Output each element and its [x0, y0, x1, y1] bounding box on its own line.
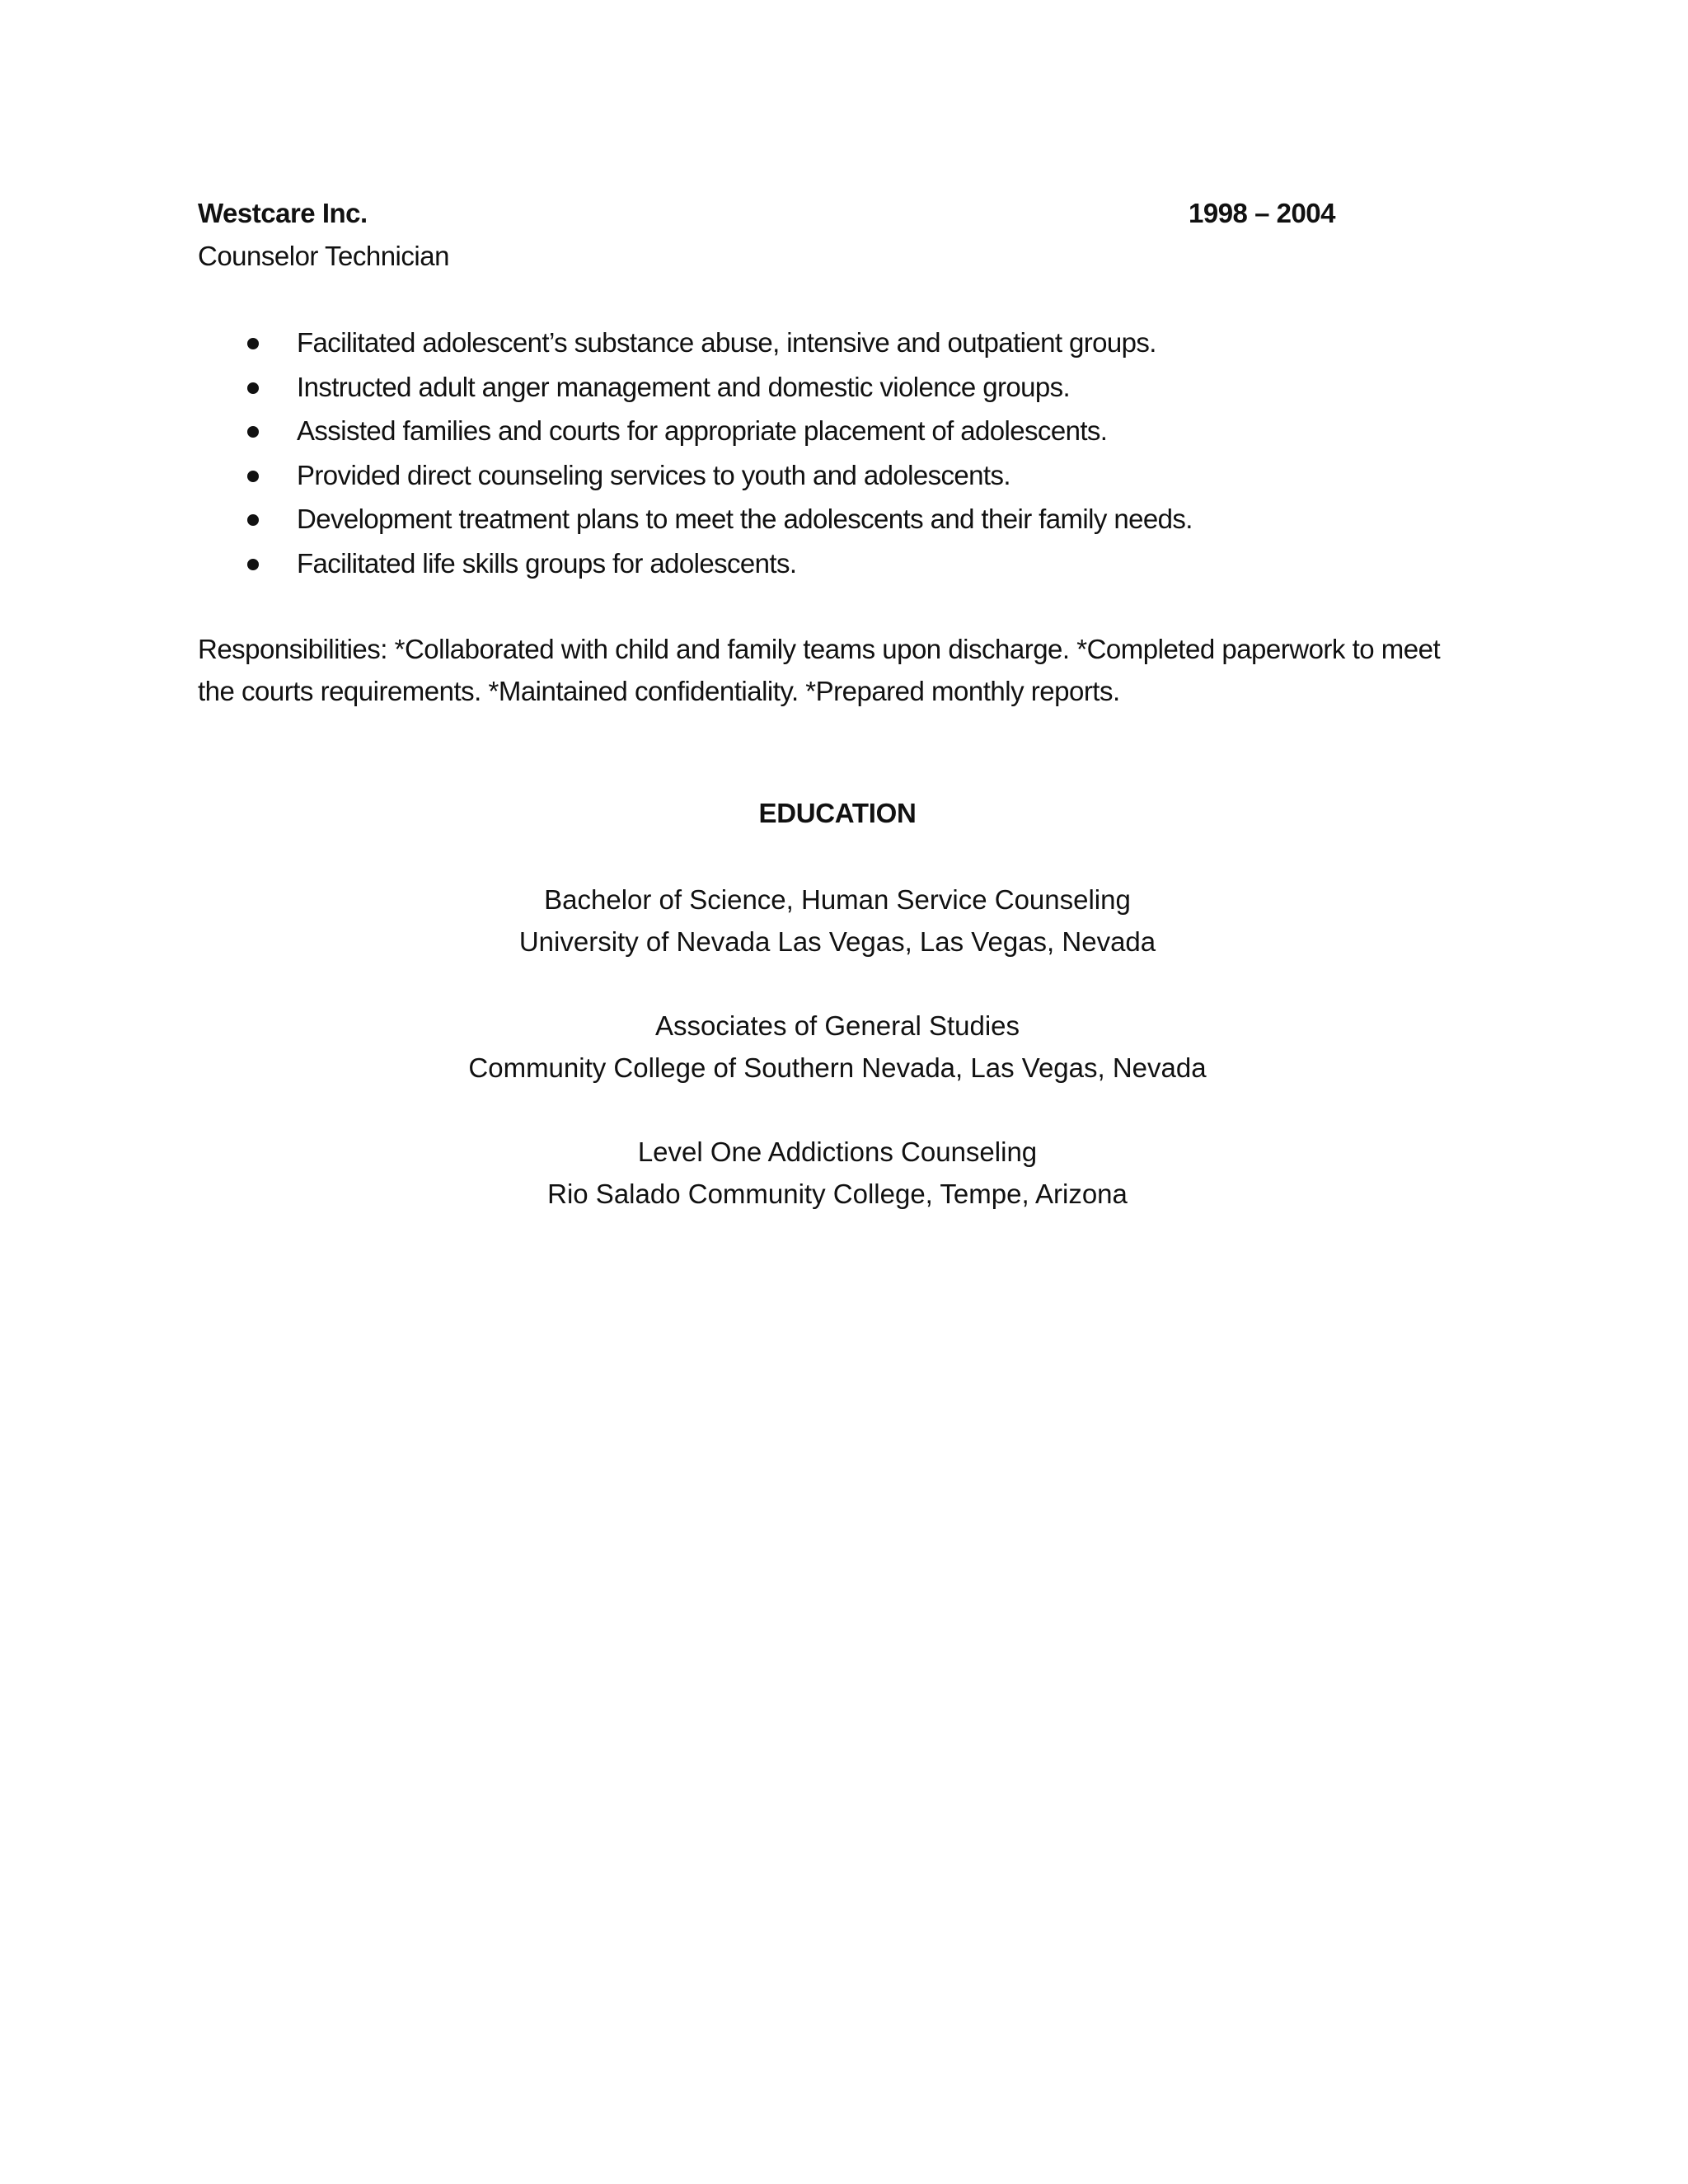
- education-entry: [0, 879, 1675, 963]
- duty-text: Facilitated life skills groups for adolescents.: [297, 547, 797, 579]
- education-entry: [0, 1131, 1675, 1215]
- duty-text: Development treatment plans to meet the adolescents and their family needs.: [297, 504, 1193, 534]
- bullet-icon: [247, 559, 259, 570]
- degree-name: Level One Addictions Counseling: [637, 1137, 1038, 1167]
- list-item: [198, 501, 1517, 546]
- education-heading: EDUCATION: [758, 798, 917, 828]
- duty-text: Provided direct counseling services to youth and adolescents.: [297, 459, 1010, 490]
- bullet-icon: [247, 382, 259, 394]
- degree-name: Bachelor of Science, Human Service Counseling: [544, 884, 1131, 915]
- employment-dates: 1998 – 2004: [1188, 198, 1335, 228]
- education-entry: [0, 1005, 1675, 1089]
- list-item: [198, 325, 1517, 369]
- school-name: Community College of Southern Nevada, Las Vegas, Nevada: [468, 1052, 1207, 1083]
- bullet-icon: [247, 514, 259, 526]
- employer-name: Westcare Inc.: [198, 198, 368, 228]
- school-name: University of Nevada Las Vegas, Las Vegas, Nevada: [518, 926, 1156, 957]
- responsibilities-paragraph: Responsibilities: *Collaborated with child and family teams upon discharge. *Completed paperwork to meet the courts requirements. *Maintained confidentiality. *Prepared monthly reports.: [198, 634, 1441, 706]
- job-header: [198, 198, 1335, 234]
- duty-text: Facilitated adolescent’s substance abuse, intensive and outpatient groups.: [297, 327, 1156, 358]
- duties-list: [198, 325, 1517, 589]
- bullet-icon: [247, 338, 259, 349]
- list-item: [198, 546, 1517, 590]
- bullet-icon: [247, 471, 259, 482]
- job-title: Counselor Technician: [198, 241, 449, 271]
- bullet-icon: [247, 426, 259, 438]
- duty-text: Instructed adult anger management and domestic violence groups.: [297, 371, 1071, 402]
- list-item: [198, 413, 1517, 457]
- school-name: Rio Salado Community College, Tempe, Arizona: [547, 1179, 1128, 1209]
- duty-text: Assisted families and courts for appropriate placement of adolescents.: [297, 415, 1108, 446]
- list-item: [198, 369, 1517, 414]
- list-item: [198, 457, 1517, 502]
- degree-name: Associates of General Studies: [654, 1010, 1020, 1041]
